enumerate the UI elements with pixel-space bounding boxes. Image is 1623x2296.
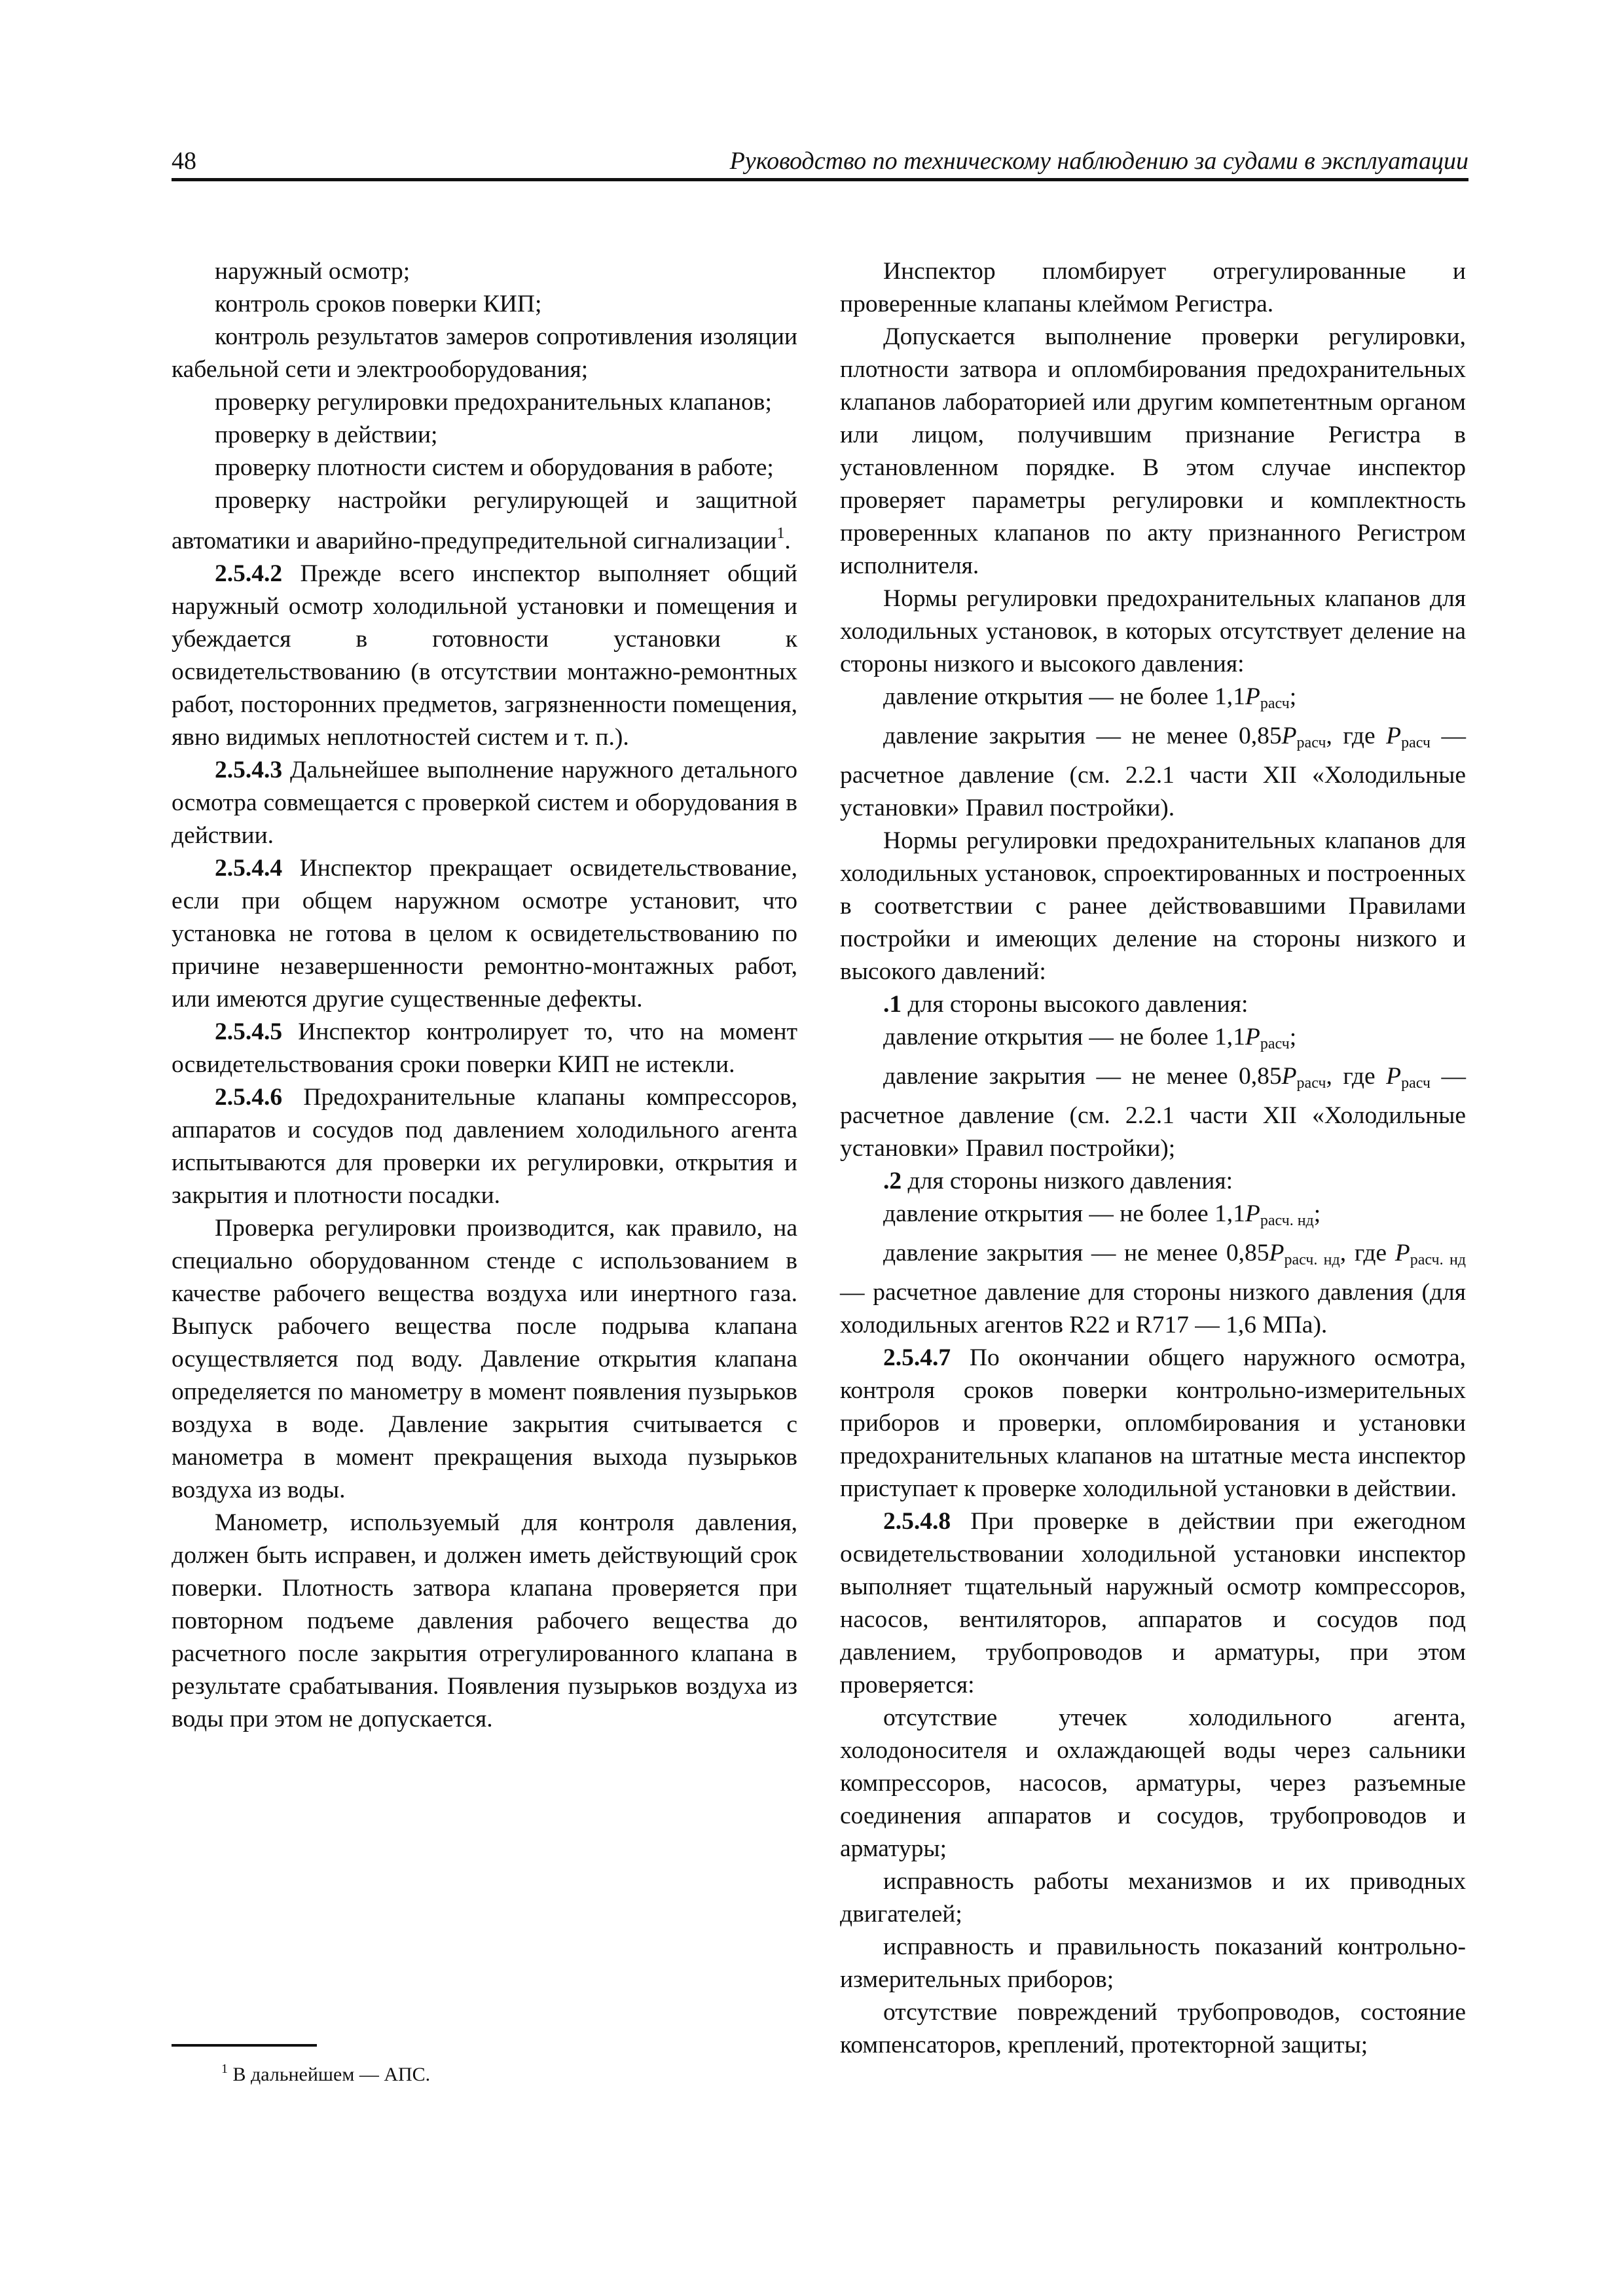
paragraph: Проверка регулировки производится, как правило, на специально оборудованном стенде с использованием в качестве рабочего вещества воздуха или инертного газа. Выпуск рабочего вещества после подрыва клапана осуществляется под воду. Давление открытия клапана определяется по манометру в момент появления пузырьков воздуха в воде. Давление закрытия считывается с манометра в момент прекращения выхода пузырьков воздуха из воды. <box>172 1215 797 1503</box>
section-number: 2.5.4.7 <box>883 1344 951 1371</box>
section-number: 2.5.4.4 <box>215 855 283 882</box>
formula-line: давление закрытия — не менее $0,85P_{расч}$, где $P_{расч}$ — расчетное давление (см. 2.2.1 части XII «Холодильные установки» Правил постройки). <box>840 723 1466 821</box>
running-title: Руководство по техническому наблюдению за судами в эксплуатации <box>729 147 1468 175</box>
paragraph: Нормы регулировки предохранительных клапанов для холодильных установок, спроектированных и построенных в соответствии с ранее действовавшими Правилами постройки и имеющих деление на стороны низкого и высокого давлений: <box>840 827 1466 985</box>
section-number: 2.5.4.3 <box>215 757 283 783</box>
list-item: проверку в действии; <box>215 422 438 448</box>
list-item: отсутствие повреждений трубопроводов, состояние компенсаторов, креплений, протекторной защиты; <box>840 1999 1466 2058</box>
page-number: 48 <box>172 147 196 175</box>
list-item: исправность и правильность показаний контрольно-измерительных приборов; <box>840 1933 1466 1993</box>
list-item: проверку регулировки предохранительных клапанов; <box>215 389 772 416</box>
header-rule <box>172 178 1468 181</box>
paragraph: 2.5.4.7 По окончании общего наружного осмотра, контроля сроков поверки контрольно-измерительных приборов и проверки, опломбирования и установки предохранительных клапанов на штатные места инспектор приступает к проверке холодильной установки в действии. <box>840 1344 1466 1502</box>
paragraph: 2.5.4.3 Дальнейшее выполнение наружного детального осмотра совмещается с проверкой систем и оборудования в действии. <box>172 757 797 849</box>
paragraph: Нормы регулировки предохранительных клапанов для холодильных установок, в которых отсутствует деление на стороны низкого и высокого давления: <box>840 585 1466 677</box>
paragraph: Допускается выполнение проверки регулировки, плотности затвора и опломбирования предохранительных клапанов лабораторией или другим компетентным органом или лицом, получившим признание Регистра в установленном порядке. В этом случае инспектор проверяет параметры регулировки и комплектность проверенных клапанов по акту признанного Регистром исполнителя. <box>840 323 1466 579</box>
right-column <box>840 255 1466 2062</box>
list-item: наружный осмотр; <box>215 258 410 285</box>
list-item: .2 для стороны низкого давления: <box>883 1168 1233 1194</box>
list-item: контроль сроков поверки КИП; <box>215 291 542 317</box>
list-item: исправность работы механизмов и их приводных двигателей; <box>840 1868 1466 1928</box>
formula-line: давление закрытия — не менее $0,85P_{расч}$, где $P_{расч}$ — расчетное давление (см. 2.2.1 части XII «Холодильные установки» Правил постройки); <box>840 1063 1466 1162</box>
paragraph: 2.5.4.6 Предохранительные клапаны компрессоров, аппаратов и сосудов под давлением холодильного агента испытываются для проверки их регулировки, открытия и закрытия и плотности посадки. <box>172 1084 797 1209</box>
footnote-mark: 1 <box>221 2062 228 2076</box>
paragraph: Манометр, используемый для контроля давления, должен быть исправен, и должен иметь действующий срок поверки. Плотность затвора клапана проверяется при повторном подъеме давления рабочего вещества до расчетного после закрытия отрегулированного клапана в результате срабатывания. Появления пузырьков воздуха из воды при этом не допускается. <box>172 1509 797 1732</box>
formula-line: давление открытия — не более $1,1P_{расч}$; <box>883 1024 1297 1052</box>
section-number: 2.5.4.2 <box>215 560 283 587</box>
section-number: 2.5.4.6 <box>215 1084 283 1111</box>
paragraph: 2.5.4.2 Прежде всего инспектор выполняет общий наружный осмотр холодильной установки и помещения и убеждается в готовности установки к освидетельствованию (в отсутствии монтажно-ремонтных работ, посторонних предметов, загрязненности помещения, явно видимых неплотностей систем и т. п.). <box>172 560 797 751</box>
footnote: $^1$ В дальнейшем — АПС. <box>221 2062 431 2085</box>
list-item: проверку настройки регулирующей и защитной автоматики и аварийно-предупредительной сигнализации$^1$. <box>172 487 797 554</box>
footnote-ref: 1 <box>776 525 785 542</box>
list-item: отсутствие утечек холодильного агента, холодоносителя и охлаждающей воды через сальники компрессоров, насосов, арматуры, через разъемные соединения аппаратов и сосудов, трубопроводов и арматуры; <box>840 1704 1466 1862</box>
paragraph: Инспектор пломбирует отрегулированные и проверенные клапаны клеймом Регистра. <box>840 258 1466 317</box>
paragraph: 2.5.4.5 Инспектор контролирует то, что на момент освидетельствования сроки поверки КИП не истекли. <box>172 1018 797 1078</box>
list-item: проверку плотности систем и оборудования в работе; <box>215 454 774 481</box>
formula-line: давление открытия — не более $1,1P_{расч}$; <box>883 683 1297 712</box>
formula-line: давление открытия — не более $1,1P_{расч. нд}$; <box>883 1200 1321 1229</box>
paragraph: 2.5.4.8 При проверке в действии при ежегодном освидетельствовании холодильной установки инспектор выполняет тщательный наружный осмотр компрессоров, насосов, вентиляторов, аппаратов и сосудов под давлением, трубопроводов и арматуры, при этом проверяется: <box>840 1508 1466 1698</box>
paragraph: 2.5.4.4 Инспектор прекращает освидетельствование, если при общем наружном осмотре установит, что установка не готова в целом к освидетельствованию по причине незавершенности ремонтно-монтажных работ, или имеются другие существенные дефекты. <box>172 855 797 1013</box>
list-item: .1 для стороны высокого давления: <box>883 991 1249 1018</box>
list-item: контроль результатов замеров сопротивления изоляции кабельной сети и электрооборудования; <box>172 323 797 383</box>
left-column <box>172 255 797 1736</box>
section-number: 2.5.4.5 <box>215 1018 283 1045</box>
footnote-rule <box>172 2044 317 2047</box>
formula-line: давление закрытия — не менее $0,85P_{расч. нд}$, где $P_{расч. нд}$ — расчетное давление для стороны низкого давления (для холодильных агентов R22 и R717 — 1,6 МПа). <box>840 1240 1467 1338</box>
section-number: 2.5.4.8 <box>883 1508 951 1535</box>
